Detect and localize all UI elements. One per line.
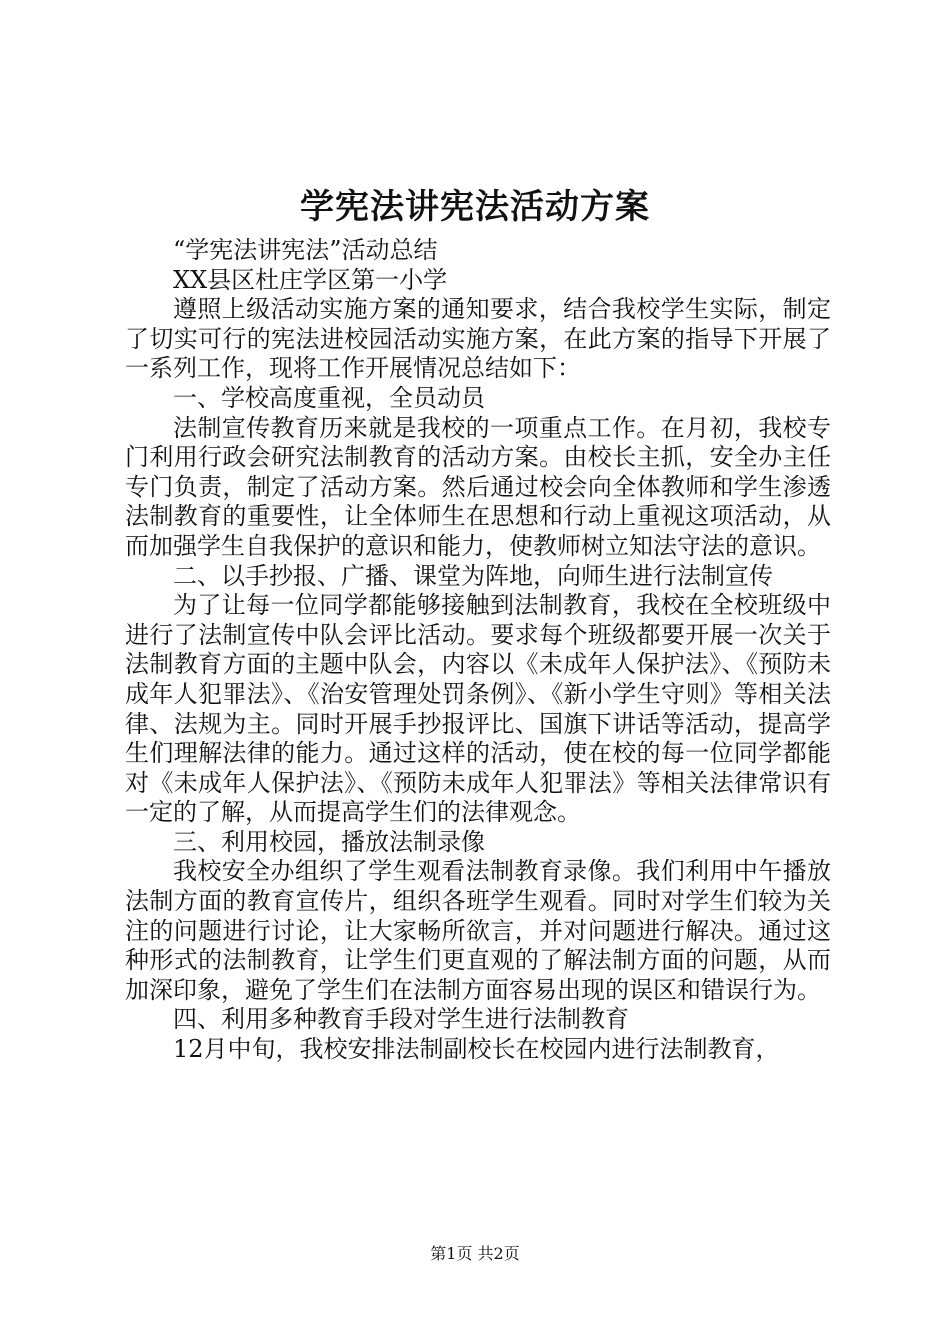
- paragraph-section-2: 为了让每一位同学都能够接触到法制教育，我校在全校班级中进行了法制宣传中队会评比活动。要求每个班级都要开展一次关于法制教育方面的主题中队会，内容以《未成年人保护法》、《预防未成年人犯罪法》、《治安管理处罚条例》、《新小学生守则》等相关法律、法规为主。同时开展手抄报评比、国旗下讲话等活动，提高学生们理解法律的能力。通过这样的活动，使在校的每一位同学都能对《未成年人保护法》、《预防未成年人犯罪法》等相关法律常识有一定的了解，从而提高学生们的法律观念。: [125, 591, 831, 827]
- document-body: [125, 236, 831, 1065]
- paragraph-school-name: XX县区杜庄学区第一小学: [173, 265, 448, 294]
- paragraph-section-4: 12月中旬，我校安排法制副校长在校园内进行法制教育，: [173, 1035, 780, 1064]
- section-heading-1: 一、学校高度重视，全员动员: [173, 383, 485, 412]
- paragraph-section-1: 法制宣传教育历来就是我校的一项重点工作。在月初，我校专门利用行政会研究法制教育的活动方案。由校长主抓，安全办主任专门负责，制定了活动方案。然后通过校会向全体教师和学生渗透法制教育的重要性，让全体师生在思想和行动上重视这项活动，从而加强学生自我保护的意识和能力，使教师树立知法守法的意识。: [125, 413, 831, 560]
- section-heading-2: 二、以手抄报、广播、课堂为阵地，向师生进行法制宣传: [173, 561, 773, 590]
- document-title: 学宪法讲宪法活动方案: [300, 187, 650, 227]
- section-heading-4: 四、利用多种教育手段对学生进行法制教育: [173, 1005, 629, 1034]
- paragraph-section-3: 我校安全办组织了学生观看法制教育录像。我们利用中午播放法制方面的教育宣传片，组织各班学生观看。同时对学生们较为关注的问题进行讨论，让大家畅所欲言，并对问题进行解决。通过这种形式的法制教育，让学生们更直观的了解法制方面的问题，从而加深印象，避免了学生们在法制方面容易出现的误区和错误行为。: [125, 857, 831, 1004]
- section-heading-3: 三、利用校园，播放法制录像: [173, 827, 485, 856]
- paragraph-heading-summary: “学宪法讲宪法”活动总结: [173, 236, 438, 264]
- paragraph-intro: 遵照上级活动实施方案的通知要求，结合我校学生实际，制定了切实可行的宪法进校园活动实施方案，在此方案的指导下开展了一系列工作，现将工作开展情况总结如下：: [125, 295, 831, 383]
- page-footer: 第1页 共2页: [430, 1244, 520, 1263]
